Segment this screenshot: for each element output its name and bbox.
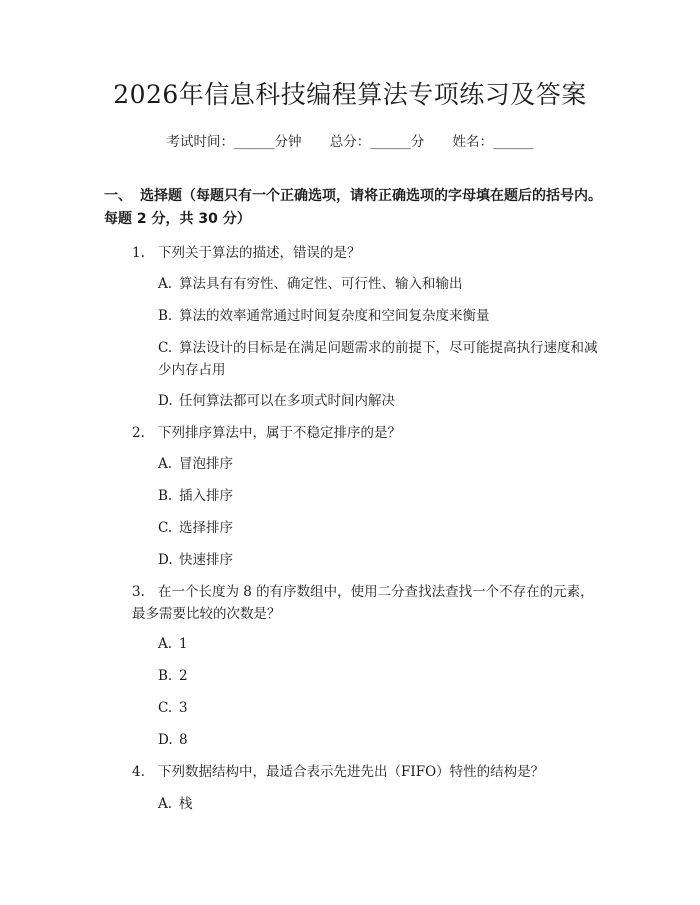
option-text: 算法的效率通常通过时间复杂度和空间复杂度来衡量 [179,308,490,324]
option-1a [158,273,604,295]
question-text: 下列关于算法的描述，错误的是？ [158,245,361,261]
option-letter: C. [158,700,173,716]
option-text: 算法具有有穷性、确定性、可行性、输入和输出 [179,276,463,292]
student-name-field: 姓名：______ [452,134,534,150]
option-2b [158,485,604,507]
option-2c [158,517,604,539]
question-number: 2. [132,425,145,441]
option-letter: D. [158,552,173,568]
question-number: 4. [132,764,145,780]
exam-time-field: 考试时间：______分钟 [166,134,302,150]
option-text: 3 [179,700,188,716]
option-text: 插入排序 [179,488,233,504]
question-text: 在一个长度为 8 的有序数组中，使用二分查找法查找一个不存在的元素，最多需要比较的次数是？ [132,584,594,622]
option-letter: B. [158,308,173,324]
question-2 [104,422,604,444]
question-1 [104,242,604,264]
question-number: 1. [132,245,145,261]
option-4a [158,793,604,815]
option-letter: D. [158,732,173,748]
option-1d [158,390,604,412]
option-letter: A. [158,456,173,472]
option-letter: C. [158,340,173,356]
section-heading-choice [104,185,604,231]
question-number: 3. [132,584,145,600]
option-text: 冒泡排序 [179,456,233,472]
option-letter: A. [158,636,173,652]
question-3 [104,581,604,625]
option-text: 8 [179,732,188,748]
option-letter: A. [158,276,173,292]
option-text: 任何算法都可以在多项式时间内解决 [179,393,395,409]
option-text: 选择排序 [179,520,233,536]
option-3b [158,665,604,687]
total-score-field: 总分：______分 [329,134,425,150]
option-letter: B. [158,488,173,504]
page-title: 2026年信息科技编程算法专项练习及答案 [113,80,587,109]
section-instructions: 选择题（每题只有一个正确选项，请将正确选项的字母填在题后的括号内。每题 2 分，共 30 分） [104,188,602,227]
option-3c [158,697,604,719]
option-1b [158,305,604,327]
option-text: 2 [179,668,188,684]
option-text: 栈 [179,796,193,812]
section-number: 一、 [104,188,132,204]
option-3a [158,633,604,655]
question-text: 下列数据结构中，最适合表示先进先出（FIFO）特性的结构是？ [158,764,545,780]
question-4 [104,761,604,783]
exam-meta [0,132,700,152]
option-letter: B. [158,668,173,684]
option-text: 算法设计的目标是在满足问题需求的前提下，尽可能提高执行速度和减少内存占用 [158,340,598,378]
option-letter: D. [158,393,173,409]
question-text: 下列排序算法中，属于不稳定排序的是？ [158,425,401,441]
option-2a [158,453,604,475]
option-text: 快速排序 [179,552,233,568]
option-letter: A. [158,796,173,812]
option-letter: C. [158,520,173,536]
option-2d [158,549,604,571]
option-3d [158,729,604,751]
option-1c [104,337,604,381]
option-text: 1 [179,636,188,652]
